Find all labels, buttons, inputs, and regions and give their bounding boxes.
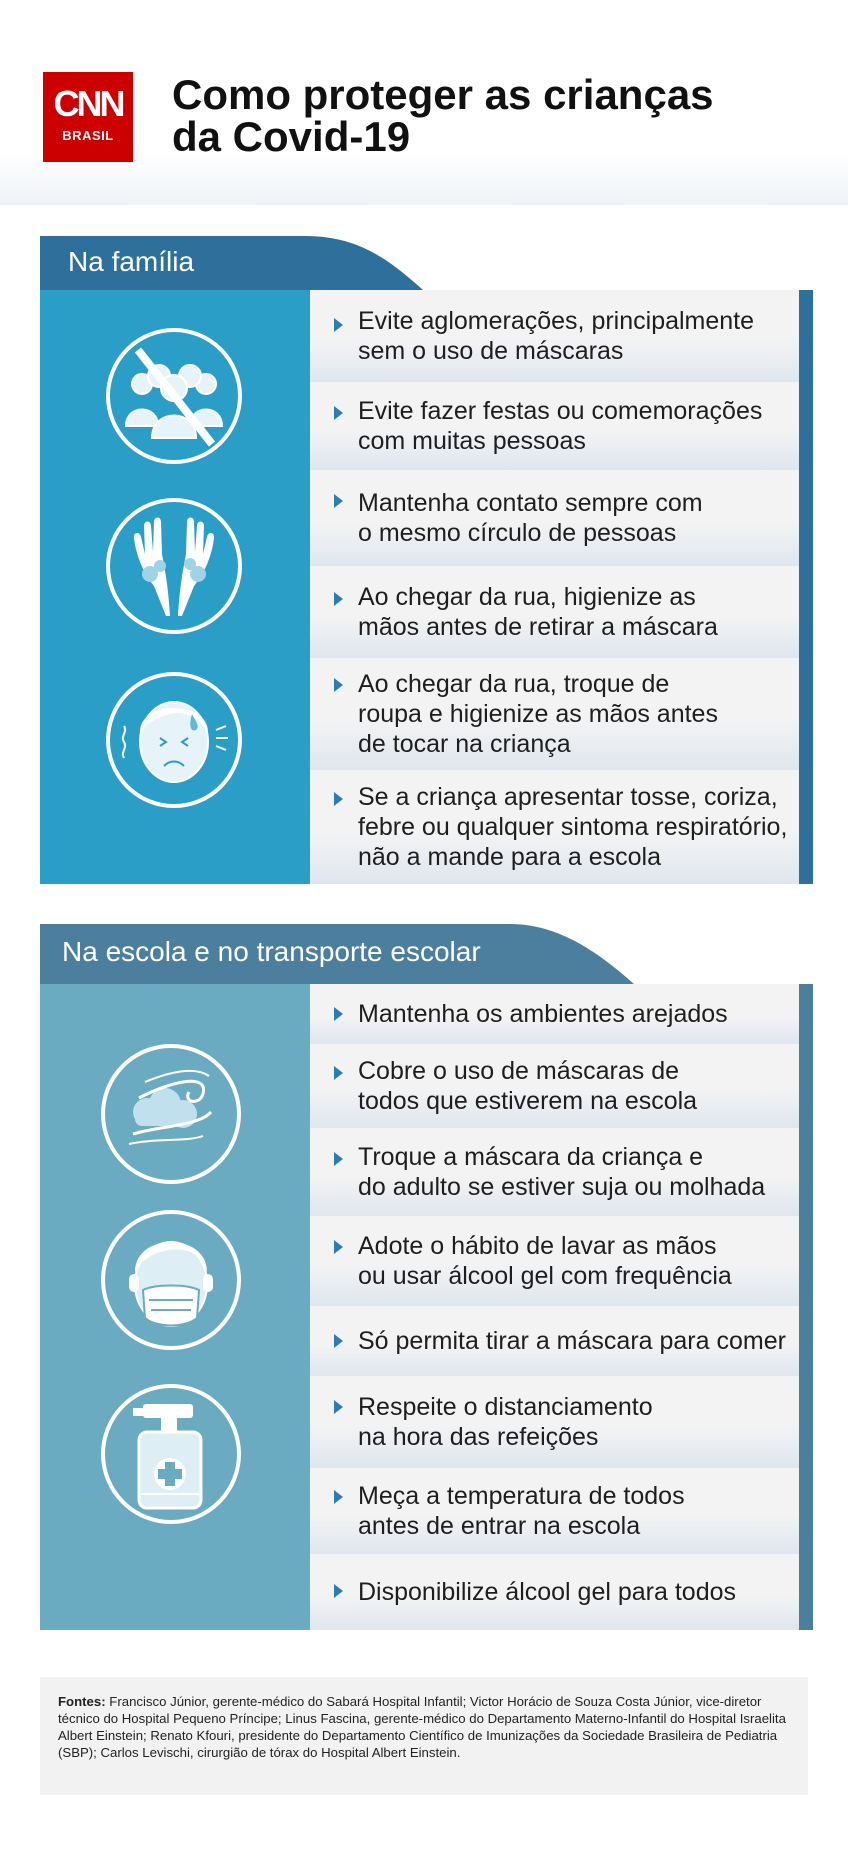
bullet-arrow-icon: [334, 1584, 343, 1598]
list-item-text: Só permita tirar a máscara para comer: [358, 1327, 786, 1355]
bullet-arrow-icon: [334, 1240, 343, 1254]
sick-child-icon: [104, 670, 244, 810]
bullet-arrow-icon: [334, 406, 343, 420]
list-item: [310, 566, 799, 658]
section-escola-heading: [40, 924, 640, 978]
list-item-text: Meça a temperatura de todos antes de entrar na escola: [358, 1482, 685, 1540]
alcohol-gel-icon: [99, 1382, 243, 1526]
bullet-arrow-icon: [334, 1400, 343, 1414]
header: [0, 0, 848, 205]
bullet-arrow-icon: [334, 678, 343, 692]
escola-list: [310, 984, 799, 1630]
logo-sub: BRASIL: [62, 128, 114, 143]
list-item-text: Ao chegar da rua, troque de roupa e higienize as mãos antes de tocar na criança: [358, 670, 718, 758]
list-item-text: Evite aglomerações, principalmente sem o uso de máscaras: [358, 307, 755, 365]
list-item-text: Mantenha contato sempre com o mesmo círculo de pessoas: [358, 489, 703, 547]
list-item: [310, 1306, 799, 1376]
wind-air-icon: [99, 1042, 243, 1186]
list-item-text: Ao chegar da rua, higienize as mãos antes de retirar a máscara: [358, 583, 718, 641]
list-item: [310, 1376, 799, 1468]
escola-icon-panel: [40, 984, 310, 1630]
bullet-arrow-icon: [334, 592, 343, 606]
section-familia-heading: [40, 236, 430, 290]
sources-text: Francisco Júnior, gerente-médico do Sabará Hospital Infantil; Victor Horácio de Souza Costa Júnior, vice-diretor técnico do Hospital Pequeno Príncipe; Linus Fascina, gerente-médico do Departamento Materno-Infantil do Hospital Israelita Albert Einstein; Renato Kfouri, presidente do Departamento Científico de Imunizações da Sociedade Brasileira de Pediatria (SBP); Carlos Levischi, cirurgião de tórax do Hospital Albert Einstein.: [58, 1694, 786, 1760]
no-crowd-icon: [104, 326, 244, 466]
list-item: [310, 658, 799, 770]
list-item-text: Troque a máscara da criança e do adulto se estiver suja ou molhada: [358, 1143, 766, 1201]
sources-label: Fontes:: [58, 1694, 106, 1709]
list-item: [310, 470, 799, 566]
sources-footnote: [40, 1677, 808, 1795]
section-familia-title: Na família: [68, 246, 195, 277]
bullet-arrow-icon: [334, 494, 343, 508]
list-item-text: Evite fazer festas ou comemorações com muitas pessoas: [358, 397, 763, 455]
familia-edge-bar: [799, 290, 813, 884]
list-item-text: Adote o hábito de lavar as mãos ou usar álcool gel com frequência: [358, 1232, 732, 1290]
page-title: Como proteger as crianças da Covid-19: [172, 71, 714, 160]
list-item: [310, 1468, 799, 1554]
cnn-brasil-logo: [43, 72, 133, 162]
list-item-text: Respeite o distanciamento na hora das refeições: [358, 1393, 653, 1451]
familia-list: [310, 290, 799, 884]
section-escola-title: Na escola e no transporte escolar: [62, 936, 481, 967]
list-item: [310, 290, 799, 382]
bullet-arrow-icon: [334, 1490, 343, 1504]
list-item: [310, 770, 799, 884]
familia-icon-panel: [40, 290, 310, 884]
list-item: [310, 984, 799, 1044]
washing-hands-icon: [104, 496, 244, 636]
list-item-text: Cobre o uso de máscaras de todos que estiverem na escola: [358, 1057, 698, 1115]
list-item-text: Disponibilize álcool gel para todos: [358, 1578, 737, 1606]
bullet-arrow-icon: [334, 1066, 343, 1080]
list-item: [310, 1216, 799, 1306]
bullet-arrow-icon: [334, 1007, 343, 1021]
escola-edge-bar: [799, 984, 813, 1630]
bullet-arrow-icon: [334, 318, 343, 332]
bullet-arrow-icon: [334, 1334, 343, 1348]
list-item-text: Mantenha os ambientes arejados: [358, 1000, 728, 1028]
face-mask-icon: [99, 1208, 243, 1352]
logo-main: CNN: [53, 83, 123, 124]
list-item: [310, 1044, 799, 1128]
list-item-text: Se a criança apresentar tosse, coriza, febre ou qualquer sintoma respiratório, não a mande para a escola: [358, 783, 788, 871]
bullet-arrow-icon: [334, 1152, 343, 1166]
list-item: [310, 1128, 799, 1216]
list-item: [310, 1554, 799, 1630]
list-item: [310, 382, 799, 470]
bullet-arrow-icon: [334, 792, 343, 806]
